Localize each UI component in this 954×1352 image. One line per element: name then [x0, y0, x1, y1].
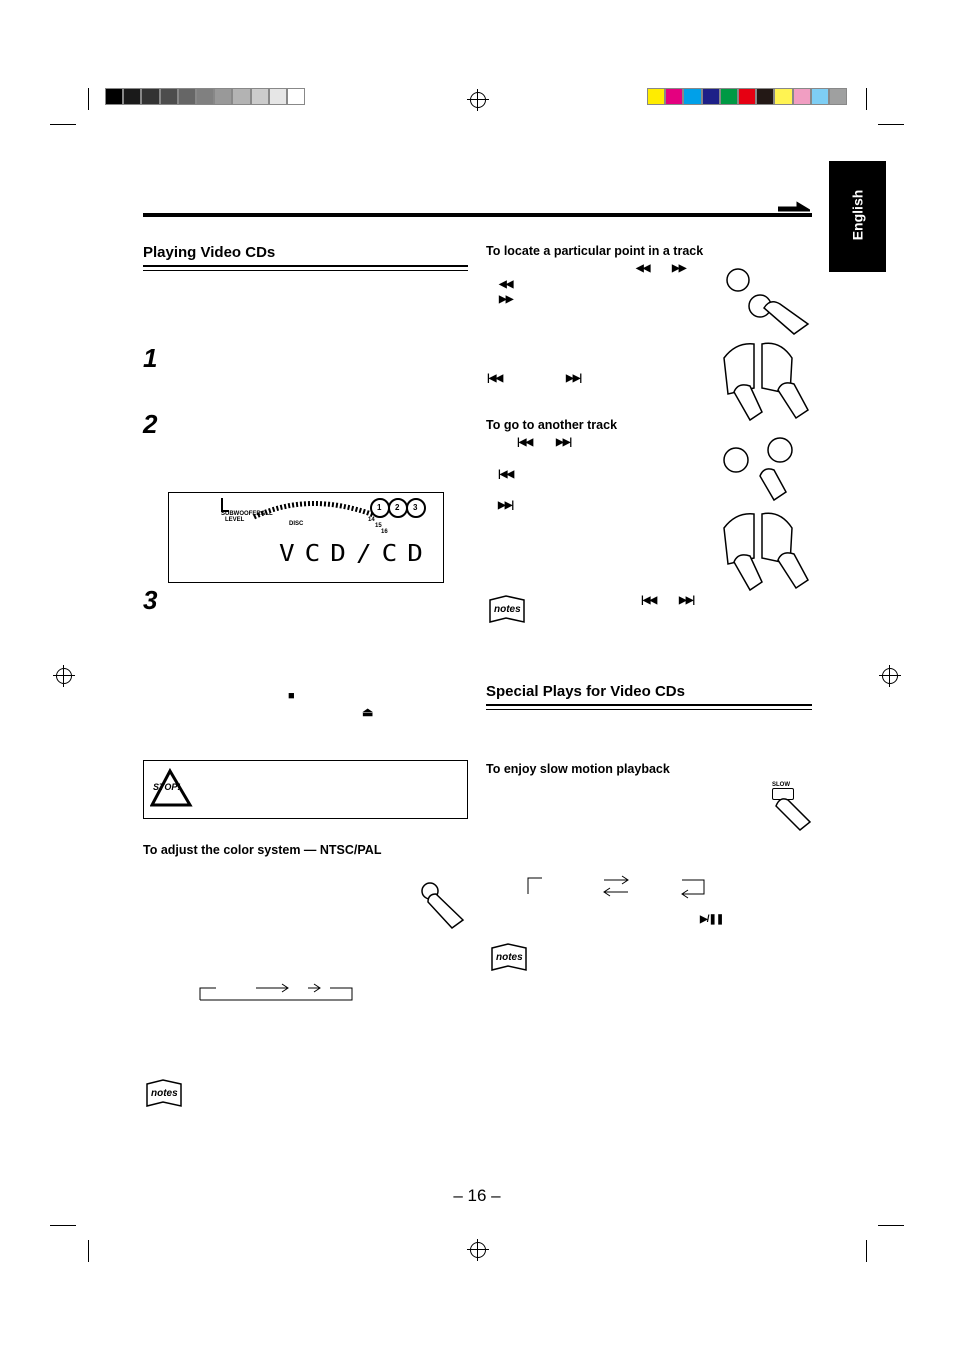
- another-track-heading: To go to another track: [486, 418, 618, 432]
- color-swatch: [774, 88, 792, 105]
- display-disc-1-label: 1: [377, 503, 382, 512]
- remote-skip-buttons-icon: [724, 264, 812, 336]
- rewind-symbol: ◀◀: [499, 279, 513, 290]
- color-swatch: [178, 88, 196, 105]
- fast-forward-symbol: ▶▶: [499, 294, 513, 305]
- caution-box: [143, 760, 468, 819]
- unit-track-buttons-icon: [716, 508, 816, 592]
- notes-label: notes: [494, 604, 521, 615]
- language-tab: [829, 161, 886, 272]
- notes-icon: [488, 592, 526, 622]
- crop-mark: [50, 124, 76, 125]
- play-pause-symbol: ▶/❚❚: [700, 914, 724, 925]
- section-rule: [143, 265, 468, 271]
- color-swatch: [683, 88, 701, 105]
- registration-mark: [470, 92, 486, 108]
- section-rule: [486, 704, 812, 710]
- display-disc-2-label: 2: [395, 503, 400, 512]
- color-swatch: [123, 88, 141, 105]
- locate-point-heading: To locate a particular point in a track: [486, 244, 704, 258]
- color-swatch: [811, 88, 829, 105]
- notes-label: notes: [496, 952, 523, 963]
- next-track-symbol: ▶▶|: [679, 595, 695, 606]
- language-tab-label: English: [849, 189, 866, 241]
- page-number: – 16 –: [453, 1186, 501, 1205]
- color-swatch: [793, 88, 811, 105]
- caution-stop-label: STOP!: [153, 782, 181, 792]
- color-swatch: [702, 88, 720, 105]
- slow-motion-heading: To enjoy slow motion playback: [486, 762, 670, 776]
- previous-track-symbol: |◀◀: [498, 469, 514, 480]
- finger-press-button-icon: [418, 880, 468, 930]
- stop-symbol: ■: [288, 690, 294, 702]
- step-number: 1: [143, 343, 158, 373]
- previous-track-symbol: |◀◀: [487, 373, 503, 384]
- eject-symbol: ⏏: [362, 705, 373, 719]
- crop-mark: [88, 88, 89, 110]
- previous-track-symbol: |◀◀: [517, 437, 533, 448]
- rewind-symbol: ◀◀: [636, 263, 650, 274]
- display-readout: VCD/CD: [279, 540, 433, 568]
- continue-arrow-icon: [776, 196, 810, 217]
- color-swatch: [196, 88, 214, 105]
- crop-mark: [88, 1240, 89, 1262]
- header-rule: [143, 213, 812, 217]
- display-disc-3-label: 3: [413, 503, 418, 512]
- color-swatch: [756, 88, 774, 105]
- unit-skip-buttons-icon: [716, 338, 816, 422]
- next-track-symbol: ▶▶|: [498, 500, 514, 511]
- display-subwoofer-label: SUBWOOFER: [221, 511, 261, 517]
- step-number: 3: [143, 585, 158, 615]
- registration-mark: [470, 1242, 486, 1258]
- color-swatch: [665, 88, 683, 105]
- color-system-heading: To adjust the color system — NTSC/PAL: [143, 843, 382, 857]
- fast-forward-symbol: ▶▶: [672, 263, 686, 274]
- display-track-16-label: 16: [381, 529, 388, 535]
- color-swatch: [829, 88, 847, 105]
- display-indicators-icon: [169, 493, 443, 582]
- color-swatch: [720, 88, 738, 105]
- notes-label: notes: [151, 1088, 178, 1099]
- display-all-label: ALL: [261, 511, 273, 517]
- registration-mark: [882, 668, 898, 684]
- slow-button-label: SLOW: [772, 782, 790, 788]
- crop-mark: [866, 88, 867, 110]
- slow-button-icon: [772, 782, 812, 832]
- crop-mark: [878, 124, 904, 125]
- crop-mark: [866, 1240, 867, 1262]
- notes-icon: [490, 940, 528, 970]
- display-level-label: LEVEL: [225, 517, 245, 523]
- display-panel: [168, 492, 444, 583]
- color-swatch: [269, 88, 287, 105]
- previous-track-symbol: |◀◀: [641, 595, 657, 606]
- crop-mark: [50, 1225, 76, 1226]
- next-track-symbol: ▶▶|: [556, 437, 572, 448]
- display-track-14-label: 14: [368, 517, 375, 523]
- display-disc-label: DISC: [289, 521, 304, 527]
- section-heading-playing-video-cds: Playing Video CDs: [143, 244, 276, 261]
- notes-icon: [145, 1076, 183, 1106]
- slow-speed-cycle-diagram: [522, 874, 712, 900]
- crop-mark: [878, 1225, 904, 1226]
- color-swatch: [251, 88, 269, 105]
- remote-track-buttons-icon: [722, 430, 802, 502]
- color-swatch: [160, 88, 178, 105]
- color-swatch: [287, 88, 305, 105]
- color-swatch: [105, 88, 123, 105]
- color-swatch: [738, 88, 756, 105]
- step-number: 2: [143, 409, 158, 439]
- color-swatch: [647, 88, 665, 105]
- color-swatch: [232, 88, 250, 105]
- cycle-diagram: [196, 980, 356, 1004]
- section-heading-special-plays: Special Plays for Video CDs: [486, 683, 685, 700]
- display-track-15-label: 15: [375, 523, 382, 529]
- color-swatch: [214, 88, 232, 105]
- next-track-symbol: ▶▶|: [566, 373, 582, 384]
- color-swatch: [141, 88, 159, 105]
- registration-mark: [56, 668, 72, 684]
